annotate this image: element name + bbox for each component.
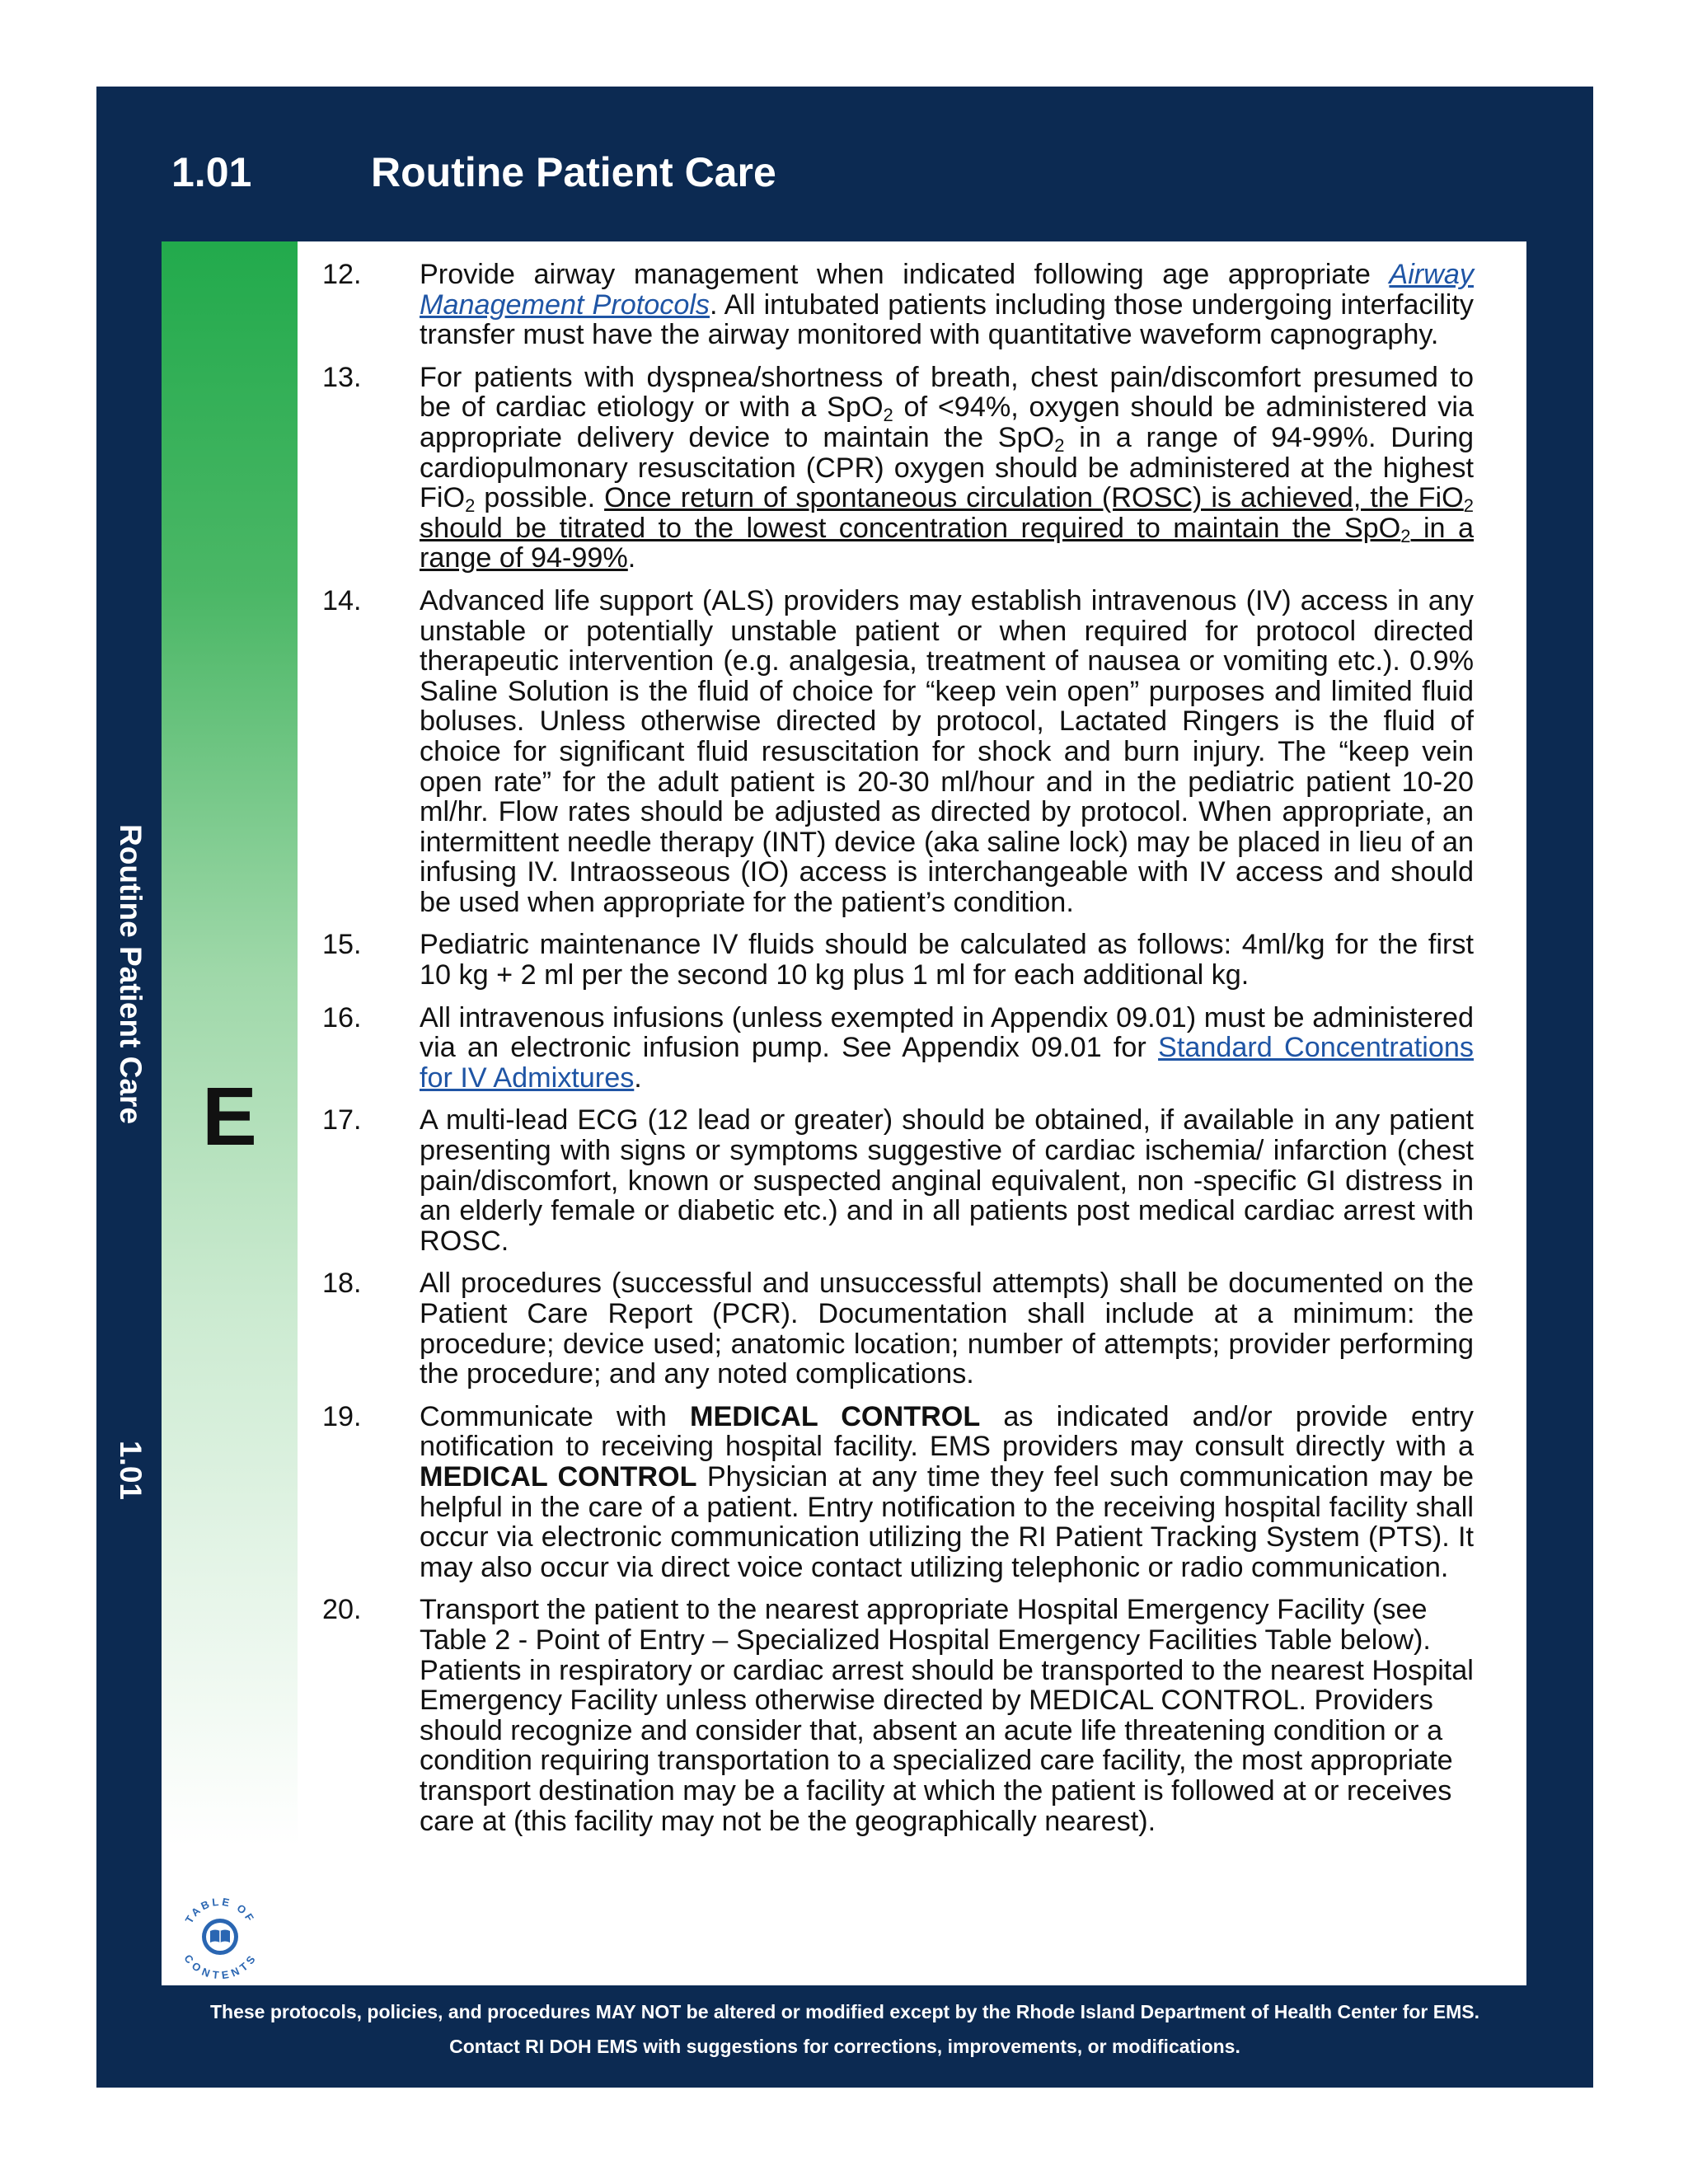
list-item xyxy=(317,260,1474,350)
item-text: Provide airway management when indicated following age appropriate Airway Management Protocols. All intubated patients including those undergoing interfacility transfer must have the airway monitored with quantitative waveform capnography. xyxy=(420,259,1474,351)
side-tab-label xyxy=(112,824,148,1500)
toc-text-top: TABLE OF xyxy=(182,1895,258,1926)
item-number: 17. xyxy=(322,1104,362,1137)
item-text: A multi-lead ECG (12 lead or greater) should be obtained, if available in any patient presenting with signs or symptoms suggestive of cardiac ischemia/ infarction (chest pain/discomfort, known or suspected anginal equivalent, non -specific GI distress in an elderly female or diabetic etc.) and in all patients post medical cardiac arrest with ROSC. xyxy=(420,1104,1474,1257)
svg-text:CONTENTS xyxy=(182,1952,259,1980)
item-text: For patients with dyspnea/shortness of breath, chest pain/discomfort presumed to be of cardiac etiology or with a SpO$_2$ of <94%, oxygen should be administered via appropriate delivery device to maintain the SpO$_2$ in a range of 94-99%. During cardiopulmonary resuscitation (CPR) oxygen should be administered at the highest FiO$_2$ possible. Once return of spontaneous circulation (ROSC) is achieved, the FiO$_2$ should be titrated to the lowest concentration required to maintain the SpO$_2$ in a range of 94-99%. xyxy=(420,361,1474,574)
list-item xyxy=(317,1003,1474,1094)
list-item xyxy=(317,930,1474,990)
item-text: Transport the patient to the nearest appropriate Hospital Emergency Facility (see Table 2 - Point of Entry – Specialized Hospital Emergency Facilities Table below). Patients in respiratory or cardiac arrest should be transported to the nearest Hospital Emergency Facility unless otherwise directed by MEDICAL CONTROL. Providers should recognize and consider that, absent an acute life threatening condition or a condition requiring transportation to a specialized care facility, the most appropriate transport destination may be a facility at which the patient is followed at or receives care at (this facility may not be the geographically nearest). xyxy=(420,1594,1474,1837)
item-text: Advanced life support (ALS) providers may establish intravenous (IV) access in any unstable or potentially unstable patient or when required for protocol directed therapeutic intervention (e.g. analgesia, treatment of nausea or vomiting etc.). 0.9% Saline Solution is the fluid of choice for “keep vein open” purposes and limited fluid boluses. Unless otherwise directed by protocol, Lactated Ringers is the fluid of choice for significant fluid resuscitation for shock and burn injury. The “keep vein open rate” for the adult patient is 20-30 ml/hour and in the pediatric patient 10-20 ml/hr. Flow rates should be adjusted as directed by protocol. When appropriate, an intermittent needle therapy (INT) device (aka saline lock) may be placed in lieu of an infusing IV. Intraosseous (IO) access is interchangeable with IV access and should be used when appropriate for the patient’s condition. xyxy=(420,584,1474,918)
item-text: Communicate with MEDICAL CONTROL as indicated and/or provide entry notification to receiving hospital facility. EMS providers may consult directly with a MEDICAL CONTROL Physician at any time they feel such communication may be helpful in the care of a patient. Entry notification to the receiving hospital facility shall occur via electronic communication utilizing the RI Patient Tracking System (PTS). It may also occur via direct voice contact utilizing telephonic or radio communication. xyxy=(420,1400,1474,1583)
item-text: All procedures (successful and unsuccessful attempts) shall be documented on the Patient Care Report (PCR). Documentation shall include at a minimum: the procedure; device used; anatomic location; number of attempts; provider performing the procedure; and any noted complications. xyxy=(420,1268,1474,1390)
item-text: Pediatric maintenance IV fluids should be calculated as follows: 4ml/kg for the first 10 kg + 2 ml per the second 10 kg plus 1 ml for each additional kg. xyxy=(420,929,1474,991)
item-number: 18. xyxy=(322,1268,362,1300)
underlined-rosc-text: Once return of spontaneous circulation (ROSC) is achieved, the FiO$_2$ should be titrated to the lowest concentration required to maintain the SpO$_2$ in a range of 94-99% xyxy=(420,482,1474,574)
item-number: 15. xyxy=(322,929,362,961)
item-number: 19. xyxy=(322,1400,362,1432)
item-number: 13. xyxy=(322,361,362,393)
list-item xyxy=(317,1268,1474,1389)
list-item xyxy=(317,1595,1474,1836)
item-number: 12. xyxy=(322,259,362,290)
item-text: All intravenous infusions (unless exempted in Appendix 09.01) must be administered via an electronic infusion pump. See Appendix 09.01 for Standard Concentrations for IV Admixtures. xyxy=(420,1001,1474,1094)
item-number: 20. xyxy=(322,1594,362,1626)
footer-line-1: These protocols, policies, and procedures MAY NOT be altered or modified except by the Rhode Island Department of Health Center for EMS. xyxy=(209,2001,1480,2022)
side-tab-number: 1.01 xyxy=(114,1440,148,1500)
list-item xyxy=(317,363,1474,574)
list-item xyxy=(317,586,1474,918)
list-item xyxy=(317,1402,1474,1583)
section-number: 1.01 xyxy=(171,149,252,195)
table-of-contents-button[interactable] xyxy=(175,1891,265,1982)
page-title: Routine Patient Care xyxy=(371,149,776,195)
provider-level-letter: E xyxy=(202,1071,257,1163)
standard-concentrations-link[interactable]: Standard Concentrations for IV Admixtures xyxy=(420,1032,1474,1094)
side-tab-title: Routine Patient Care xyxy=(114,824,148,1124)
footer-notice xyxy=(96,1994,1593,2064)
airway-management-protocols-link[interactable]: Airway Management Protocols xyxy=(420,259,1474,321)
toc-text-bottom: CONTENTS xyxy=(181,1952,259,1981)
item-number: 14. xyxy=(322,584,362,616)
protocol-content xyxy=(317,260,1474,1849)
table-of-contents-book-icon xyxy=(175,1891,265,1982)
footer-line-2: Contact RI DOH EMS with suggestions for corrections, improvements, or modifications. xyxy=(449,2036,1240,2057)
item-number: 16. xyxy=(322,1001,362,1033)
list-item xyxy=(317,1105,1474,1256)
